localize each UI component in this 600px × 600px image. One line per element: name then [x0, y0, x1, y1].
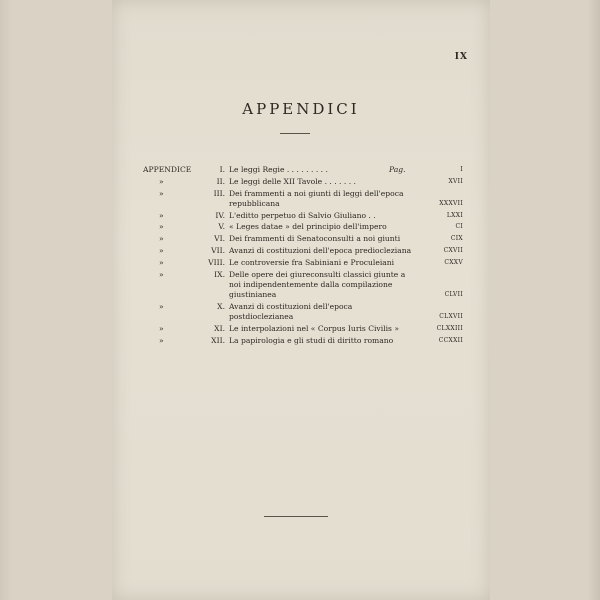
toc-title: Avanzi di costituzioni dell'epoca prediocleziana — [229, 245, 412, 255]
toc-page: CXXV — [444, 258, 463, 266]
toc-number: XI. — [214, 323, 225, 333]
toc-entry — [143, 222, 463, 232]
toc-page: CLVII — [444, 290, 463, 298]
toc-entry — [143, 258, 463, 268]
toc-number: III. — [213, 188, 225, 198]
toc-entry — [143, 336, 463, 346]
toc-number: VIII. — [208, 257, 225, 267]
toc-lead: » — [159, 269, 164, 279]
toc-entry — [143, 165, 463, 175]
bottom-divider — [264, 516, 328, 517]
toc-entry — [143, 177, 463, 187]
toc-title: L'editto perpetuo di Salvio Giuliano . . — [229, 210, 376, 220]
toc-number: XII. — [211, 335, 225, 345]
toc-number: II. — [216, 176, 225, 186]
toc-entry — [143, 246, 463, 256]
toc-lead: APPENDICE — [143, 165, 192, 174]
toc-lead: » — [159, 222, 164, 232]
page-number: IX — [454, 52, 468, 62]
toc-page: CCXXII — [438, 336, 463, 344]
book-page — [112, 0, 490, 600]
toc-pag-label: Pag. — [389, 165, 406, 174]
toc-title: Le leggi Regie . . . . . . . . . — [229, 165, 328, 174]
toc-lead: » — [159, 257, 164, 267]
toc-page: XVII — [448, 177, 463, 185]
toc-page: CI — [455, 223, 463, 231]
toc-lead: » — [159, 188, 164, 198]
toc-title: La papirologia e gli studi di diritto romano — [229, 335, 394, 345]
title-divider — [280, 133, 310, 134]
toc-page: I — [460, 166, 463, 173]
toc-title: Dei frammenti di Senatoconsulti a noi giunti — [229, 234, 401, 244]
toc-number: IX. — [214, 269, 225, 279]
toc-lead: » — [159, 245, 164, 255]
toc-page: CIX — [450, 235, 463, 243]
toc-number: VII. — [211, 245, 225, 255]
toc-title: Le leggi delle XII Tavole . . . . . . . — [229, 176, 356, 186]
toc-title: Le controversie fra Sabiniani e Proculeiani — [229, 257, 395, 267]
page-title: APPENDICI — [242, 100, 360, 118]
toc-page: CXVII — [443, 246, 463, 254]
toc-entry — [143, 211, 463, 221]
toc-entry — [143, 324, 463, 334]
toc-entry — [143, 302, 463, 322]
toc-lead: » — [159, 323, 164, 333]
toc-page: CLXVII — [439, 312, 463, 320]
toc-page: LXXI — [446, 211, 463, 219]
toc-title: Dei frammenti a noi giunti di leggi dell'epoca repubblicana — [229, 188, 404, 208]
toc-entry — [143, 270, 463, 301]
toc-lead: » — [159, 210, 164, 220]
toc-page: CLXXIII — [436, 324, 463, 332]
toc-number: V. — [218, 222, 225, 232]
toc-lead: » — [159, 176, 164, 186]
table-of-contents — [143, 165, 463, 347]
toc-title: « Leges datae » del principio dell'impero — [229, 222, 387, 232]
toc-page: XXXVII — [439, 199, 463, 207]
toc-title: Avanzi di costituzioni dell'epoca postdioclezianea — [229, 301, 353, 321]
toc-title: Le interpolazioni nel « Corpus Iuris Civilis » — [229, 323, 399, 333]
toc-entry — [143, 189, 463, 209]
toc-lead: » — [159, 301, 164, 311]
toc-lead: » — [159, 234, 164, 244]
toc-number: X. — [217, 301, 225, 311]
toc-number: IV. — [215, 210, 225, 220]
toc-lead: » — [159, 335, 164, 345]
toc-entry — [143, 234, 463, 244]
toc-title: Delle opere dei giureconsulti classici giunte a noi indipendentemente dalla compilazione giustinianea — [229, 269, 406, 299]
toc-number: I. — [219, 165, 225, 174]
toc-number: VI. — [214, 234, 225, 244]
